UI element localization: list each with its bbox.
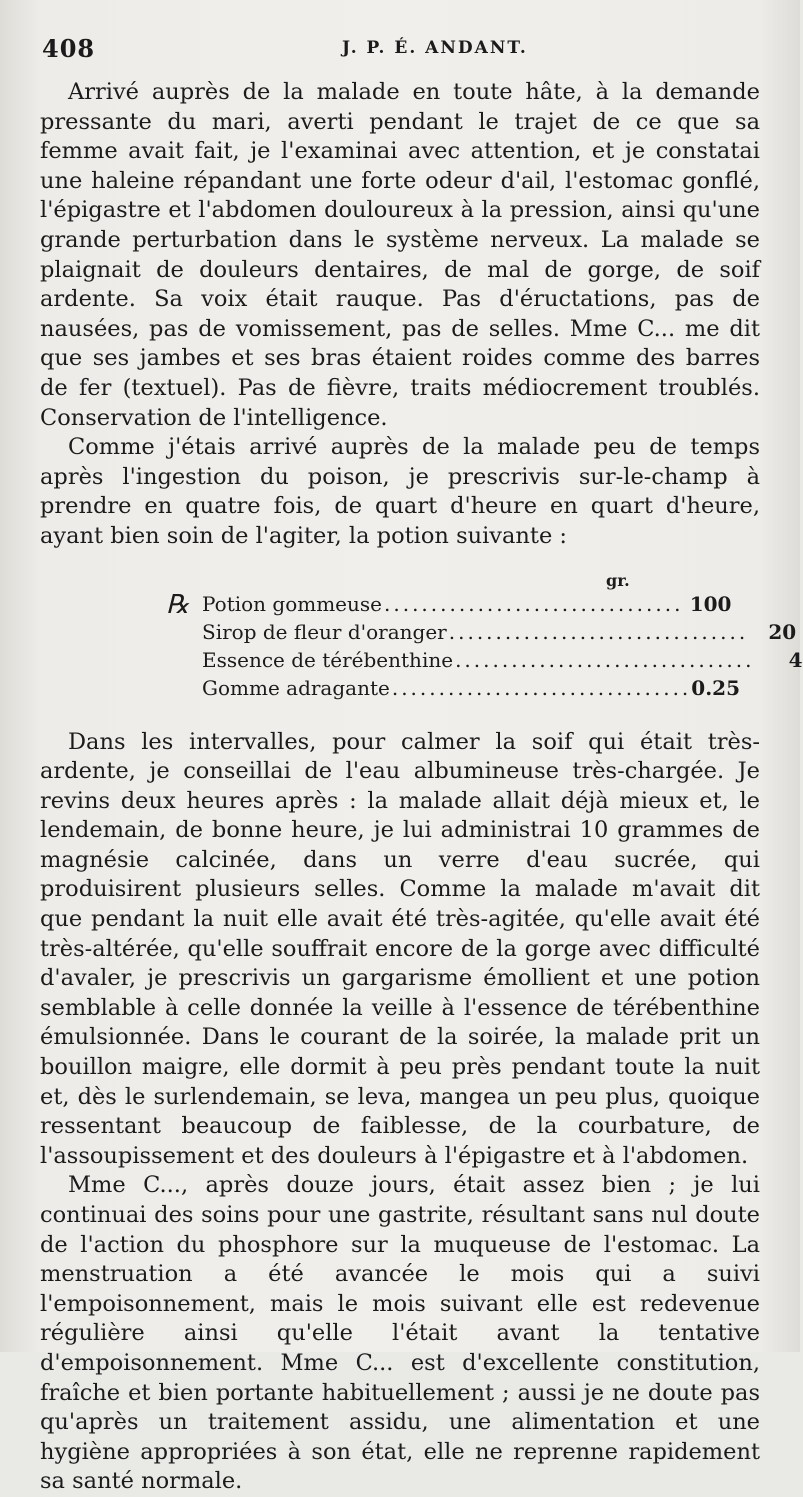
prescription-table <box>40 552 803 728</box>
ingredient-quantity: 20 <box>768 619 797 644</box>
page-number: 408 <box>42 34 96 63</box>
body-text <box>40 78 803 1497</box>
prescription-item <box>202 646 803 674</box>
ingredient-quantity: 0.25 <box>691 675 740 700</box>
ingredient-name: Essence de térébenthine <box>202 647 454 672</box>
prescription-item <box>202 618 797 646</box>
paragraph-examination: Arrivé auprès de la malade en toute hâte, à la demande pressante du mari, averti pendant le trajet de ce que sa femme avait fait, je l'examinai avec attention, et je constatai une haleine répandant une forte odeur d'ail, l'estomac gonflé, l'épigastre et l'abdomen douloureux à la pression, ainsi qu'une grande perturbation dans le système nerveux. La malade se plaignait de douleurs dentaires, de mal de gorge, de soif ardente. Sa voix était rauque. Pas d'éructations, pas de nausées, pas de vomissement, pas de selles. Mme C... me dit que ses jambes et ses bras étaient roides comme des barres de fer (textuel). Pas de fièvre, traits médiocrement troublés. Conservation de l'intelligence. <box>40 79 760 431</box>
page-header <box>42 34 758 64</box>
recipe-symbol: ℞ <box>166 589 190 620</box>
ingredient-name: Gomme adragante <box>202 675 390 700</box>
ingredient-quantity: 4 <box>788 647 803 672</box>
prescription-item <box>202 674 740 702</box>
paragraph-follow-up: Dans les intervalles, pour calmer la soif qui était très-ardente, je conseillai de l'eau albumineuse très-chargée. Je revins deux heures après : la malade allait déjà mieux et, le lendemain, de bonne heure, je lui administrai 10 grammes de magnésie calcinée, dans un verre d'eau sucrée, qui produisirent plusieurs selles. Comme la malade m'avait dit que pendant la nuit elle avait été très-agitée, qu'elle avait été très-altérée, qu'elle souffrait encore de la gorge avec difficulté d'avaler, je prescrivis un gargarisme émollient et une potion semblable à celle donnée la veille à l'essence de térébenthine émulsionnée. Dans le courant de la soirée, la malade prit un bouillon maigre, elle dormit à peu près pendant toute la nuit et, dès le surlendemain, se leva, mangea un peu plus, quoique ressentant beaucoup de faiblesse, de la courbature, de l'assoupissement et des douleurs à l'épigastre et à l'abdomen. <box>40 728 760 1169</box>
leader-dots: ................................ <box>384 591 684 616</box>
unit-label: gr. <box>606 570 630 590</box>
leader-dots: ................................ <box>391 675 692 700</box>
leader-dots: ................................ <box>448 619 749 644</box>
running-head: J. P. É. ANDANT. <box>342 38 528 58</box>
paragraph-recovery: Mme C..., après douze jours, était assez bien ; je lui continuai des soins pour une gastrite, résultant sans nul doute de l'action du phosphore sur la muqueuse de l'estomac. La menstruation a été avancée le mois qui a suivi l'empoisonnement, mais le mois suivant elle est redevenue régulière ainsi qu'elle l'était avant la tentative d'empoisonnement. Mme C... est d'excellente constitution, fraîche et bien portante habituellement ; aussi je ne doute pas qu'après un traitement assidu, une alimentation et une hygiène appropriées à son état, elle ne reprenne rapidement sa santé normale. <box>40 1172 760 1495</box>
ingredient-name: Potion gommeuse <box>202 591 382 616</box>
paragraph-treatment: Comme j'étais arrivé auprès de la malade peu de temps après l'ingestion du poison, je prescrivis sur-le-champ à prendre en quatre fois, de quart d'heure en quart d'heure, ayant bien soin de l'agiter, la potion suivante : <box>40 434 760 549</box>
leader-dots: ................................ <box>455 647 755 672</box>
prescription-item <box>202 590 732 618</box>
ingredient-quantity: 100 <box>689 591 732 616</box>
ingredient-name: Sirop de fleur d'oranger <box>202 619 447 644</box>
